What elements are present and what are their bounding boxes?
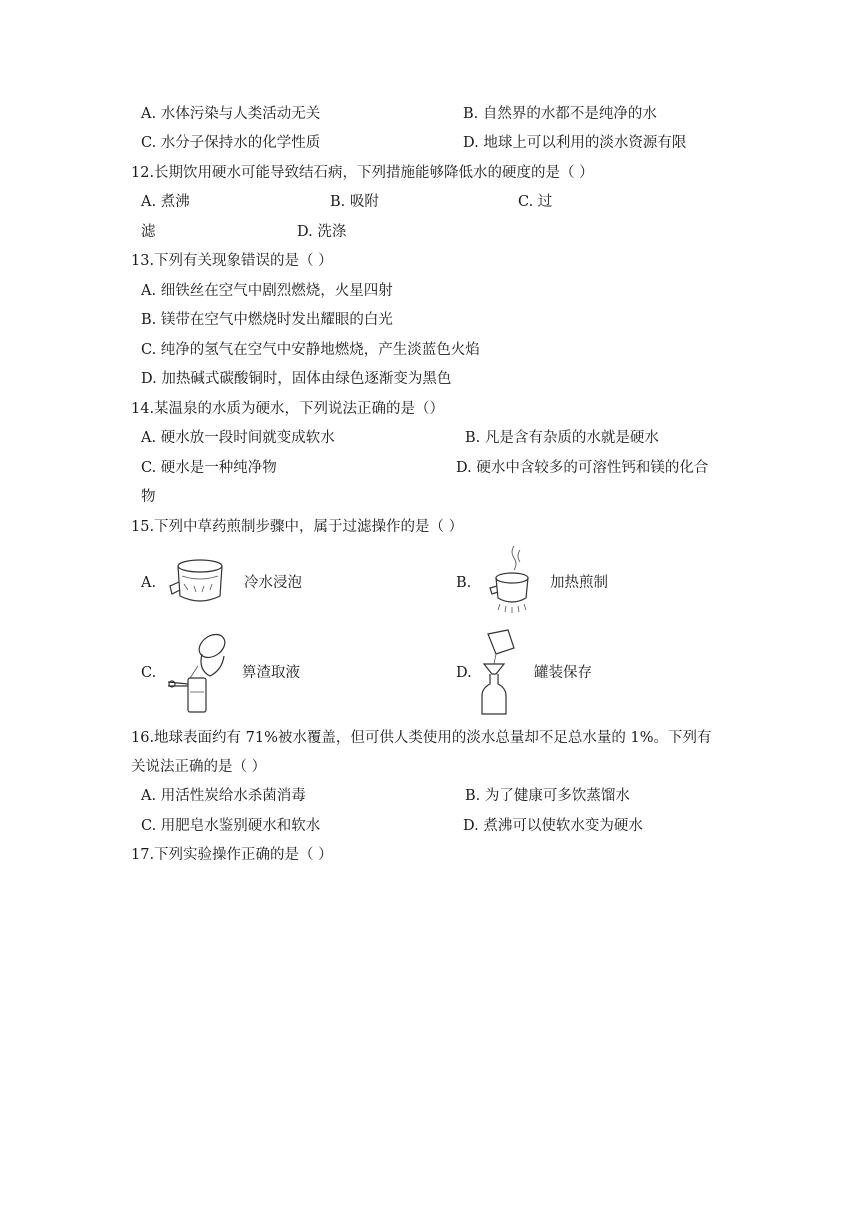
q12-option-d: D. 洗涤 bbox=[297, 224, 347, 240]
q13-option-d: D. 加热碱式碳酸铜时，固体由绿色逐渐变为黑色 bbox=[141, 371, 452, 387]
q16-stem-line1: 16.地球表面约有 71%被水覆盖，但可供人类使用的淡水总量却不足总水量的 1%。下列有 bbox=[131, 730, 712, 746]
q16-option-a: A. 用活性炭给水杀菌消毒 bbox=[141, 788, 306, 804]
q17-stem: 17.下列实验操作正确的是（ ） bbox=[131, 847, 333, 863]
q14-option-a: A. 硬水放一段时间就变成软水 bbox=[141, 430, 335, 446]
soaking-pot-image bbox=[168, 556, 230, 612]
heating-pot-image bbox=[486, 544, 536, 614]
q13-option-c: C. 纯净的氢气在空气中安静地燃烧，产生淡蓝色火焰 bbox=[141, 342, 480, 358]
q12-option-b: B. 吸附 bbox=[330, 194, 379, 210]
q15-option-a-label: A. bbox=[141, 575, 157, 591]
q15-option-a-text: 冷水浸泡 bbox=[244, 575, 302, 591]
q12-option-c: C. 过 bbox=[518, 194, 553, 210]
q14-stem: 14.某温泉的水质为硬水，下列说法正确的是（） bbox=[131, 401, 445, 417]
q15-option-b-text: 加热煎制 bbox=[550, 575, 608, 591]
q14-option-b: B. 凡是含有杂质的水就是硬水 bbox=[465, 430, 659, 446]
q12-option-c-wrap: 滤 bbox=[141, 224, 156, 240]
q16-option-b: B. 为了健康可多饮蒸馏水 bbox=[465, 788, 630, 804]
q12-stem: 12.长期饮用硬水可能导致结石病，下列措施能够降低水的硬度的是（ ） bbox=[131, 165, 594, 181]
q15-option-d-label: D. bbox=[456, 665, 472, 681]
q11-option-c: C. 水分子保持水的化学性质 bbox=[141, 135, 321, 151]
q12-option-a: A. 煮沸 bbox=[141, 194, 190, 210]
q15-option-b-label: B. bbox=[456, 575, 472, 591]
filtering-pot-image bbox=[164, 630, 238, 716]
q16-option-d: D. 煮沸可以使软水变为硬水 bbox=[463, 818, 643, 834]
q14-option-d: D. 硬水中含较多的可溶性钙和镁的化合 bbox=[456, 460, 709, 476]
q13-stem: 13.下列有关现象错误的是（ ） bbox=[131, 253, 333, 269]
q16-option-c: C. 用肥皂水鉴别硬水和软水 bbox=[141, 818, 321, 834]
q11-option-a: A. 水体污染与人类活动无关 bbox=[141, 106, 321, 122]
q15-option-c-text: 箅渣取液 bbox=[242, 665, 300, 681]
q11-option-d: D. 地球上可以利用的淡水资源有限 bbox=[463, 135, 687, 151]
q14-option-d-wrap: 物 bbox=[141, 489, 156, 505]
q15-stem: 15.下列中草药煎制步骤中，属于过滤操作的是（ ） bbox=[131, 519, 464, 535]
q13-option-a: A. 细铁丝在空气中剧烈燃烧，火星四射 bbox=[141, 283, 393, 299]
q15-option-c-label: C. bbox=[141, 665, 157, 681]
q11-option-b: B. 自然界的水都不是纯净的水 bbox=[463, 106, 657, 122]
bottling-image bbox=[474, 628, 524, 718]
q15-option-d-text: 罐装保存 bbox=[534, 665, 592, 681]
q16-stem-line2: 关说法正确的是（ ） bbox=[131, 759, 267, 775]
q14-option-c: C. 硬水是一种纯净物 bbox=[141, 460, 277, 476]
q13-option-b: B. 镁带在空气中燃烧时发出耀眼的白光 bbox=[141, 312, 393, 328]
